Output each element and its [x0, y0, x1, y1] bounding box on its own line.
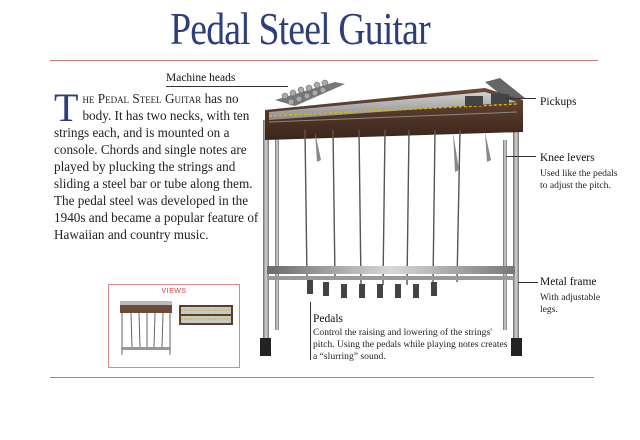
top-divider [50, 60, 598, 61]
view-thumbnail-front[interactable] [117, 299, 175, 361]
page-title: Pedal Steel Guitar [170, 3, 430, 54]
desc-metal-frame: With adjustable legs. [540, 292, 601, 315]
leader-machine-heads [166, 86, 288, 87]
desc-knee-levers: Used like the pedals to adjust the pitch. [540, 168, 618, 191]
label-pedals: Pedals [313, 313, 344, 325]
intro-lead: he Pedal Steel Guitar [82, 91, 202, 106]
label-pickups: Pickups [540, 96, 577, 108]
label-machine-heads: Machine heads [166, 72, 236, 84]
desc-pedals: Control the raising and lowering of the strings' pitch. Using the pedals while playing notes creates a “slurring” sound. [313, 327, 508, 362]
views-panel [108, 284, 240, 368]
leader-pickups [506, 98, 536, 99]
leader-knee-levers [506, 156, 536, 157]
pedal-steel-guitar-image [255, 70, 540, 370]
label-knee-levers: Knee levers [540, 152, 595, 164]
leader-metal-frame [518, 282, 538, 283]
drop-cap: T [54, 85, 79, 130]
intro-body: has no body. It has two necks, with ten strings each, and is mounted on a console. Chords and single notes are played by plucking the strings and sliding a steel bar or tube along them. The pedal steel was developed in the 1940s and became a popular feature of Hawaiian and country music. [54, 91, 259, 242]
intro-paragraph [54, 85, 268, 243]
leader-pedals [310, 302, 311, 360]
view-thumbnail-top[interactable] [177, 303, 235, 327]
bottom-divider [50, 377, 594, 378]
label-metal-frame: Metal frame [540, 276, 597, 288]
views-label: VIEWS [161, 288, 187, 295]
